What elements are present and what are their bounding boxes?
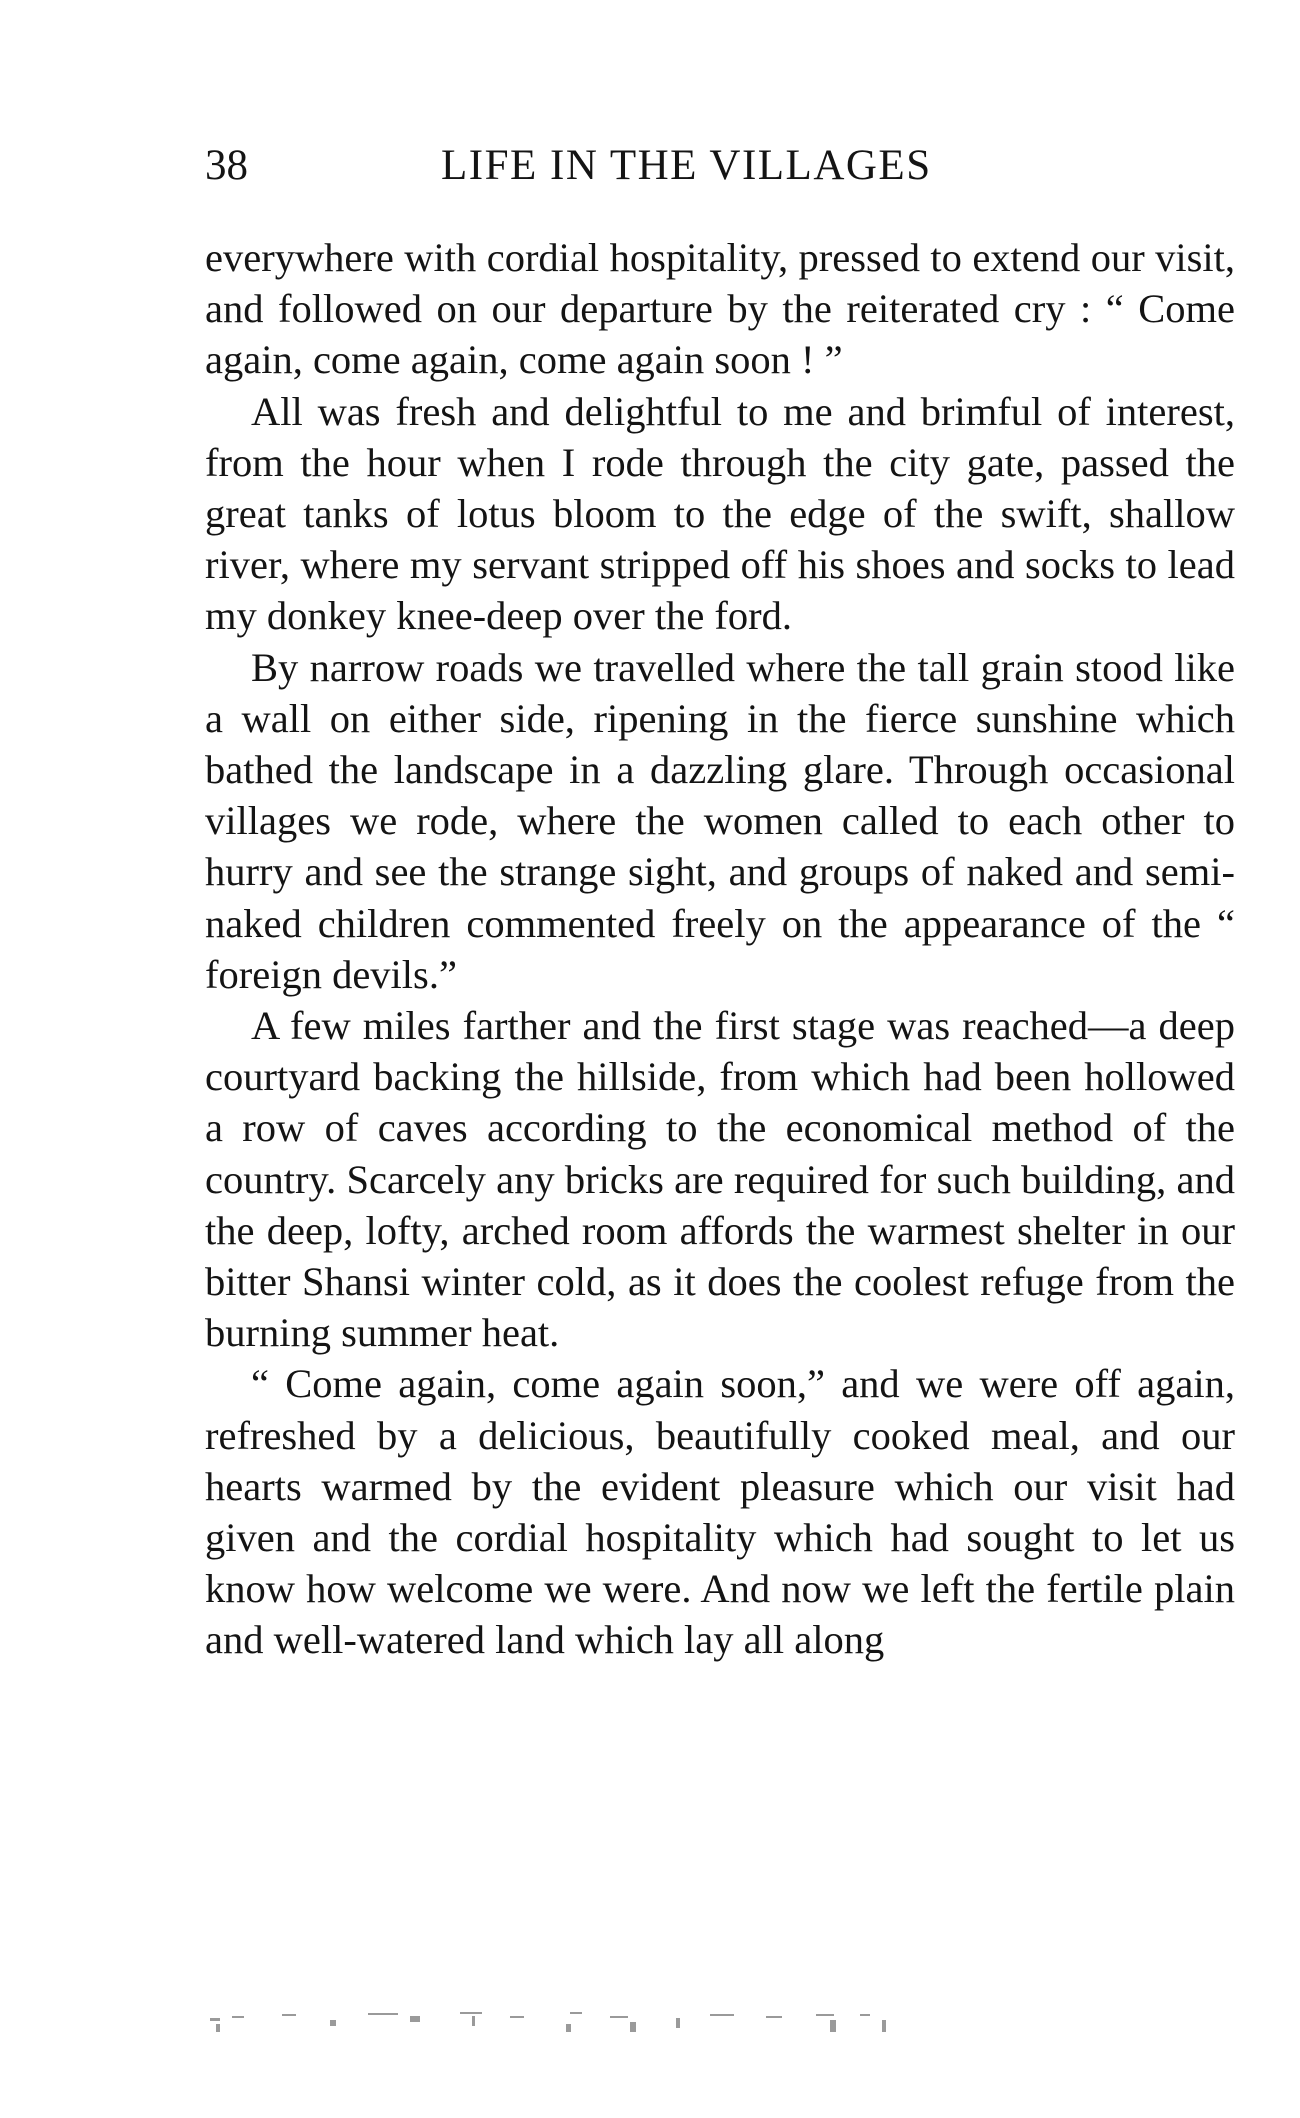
- paragraph-continued: everywhere with cordial hospitality, pressed to extend our visit, and followed on our departure by the reiterated cry : “ Come again, come again, come again soon ! ”: [205, 235, 1235, 383]
- running-title: LIFE IN THE VILLAGES: [441, 142, 932, 189]
- body-text: [205, 232, 1235, 1666]
- paragraph: All was fresh and delightful to me and brimful of interest, from the hour when I rode through the city gate, passed the great tanks of lotus bloom to the edge of the swift, shallow river, where my servant stripped off his shoes and socks to lead my donkey knee-deep over the ford.: [205, 388, 1235, 639]
- paragraph: A few miles farther and the first stage was reached—a deep courtyard backing the hillside, from which had been hollowed a row of caves according to the economical method of the country. Scarcely any bricks are required for such building, and the deep, lofty, arched room affords the warmest shelter in our bitter Shansi winter cold, as it does the coolest refuge from the burning summer heat.: [205, 1003, 1235, 1356]
- scan-artifact: [210, 2010, 1230, 2040]
- paragraph: “ Come again, come again soon,” and we were off again, refreshed by a delicious, beautifully cooked meal, and our hearts warmed by the evident pleasure which our visit had given and the cordial hospitality which had sought to let us know how welcome we were. And now we left the fertile plain and well-watered land which lay all along: [205, 1361, 1235, 1663]
- paragraph: By narrow roads we travelled where the tall grain stood like a wall on either side, ripening in the fierce sunshine which bathed the landscape in a dazzling glare. Through occasional villages we rode, where the women called to each other to hurry and see the strange sight, and groups of naked and semi-naked children commented freely on the appearance of the “ foreign devils.”: [205, 644, 1235, 997]
- page-header: [205, 140, 1235, 192]
- book-page: [205, 140, 1235, 1666]
- page-number: 38: [205, 142, 248, 189]
